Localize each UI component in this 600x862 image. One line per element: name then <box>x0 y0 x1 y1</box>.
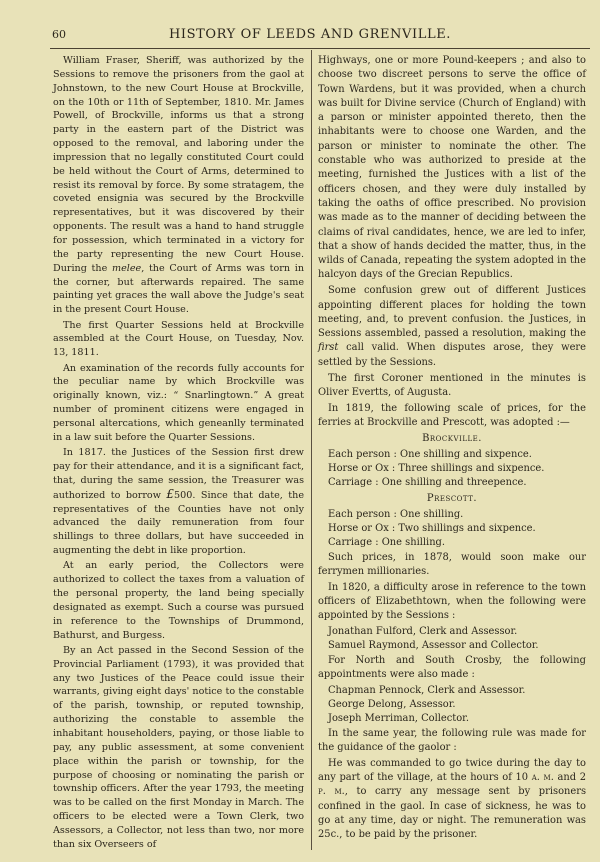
header-rule <box>50 48 590 49</box>
paragraph-snarlingtown: An examination of the records fully accounts for the peculiar name by which Brockville was originally known, viz.: “ Snarlingtown.” A great number of prominent citizens were engaged in personal altercations, which geneanlly terminated in a law suit before the Quarter Sessions. <box>53 362 304 443</box>
left-column <box>53 54 304 853</box>
paragraph-gaolor-duties: He was commanded to go twice during the day to any part of the village, at the hours of 10 a. m. and 2 p. m., to carry any message sent by prisoners confined in the gaol. In case of sickness, he was to go at any time, day or night. The remuneration was 25c., to be paid by the prisoner. <box>318 757 587 841</box>
paragraph-elizabethtown: In 1820, a difficulty arose in reference to the town officers of Elizabethtown, when the following were appointed by the Sessions : <box>318 581 586 622</box>
paragraph-court-of-arms: William Fraser, Sheriff, was authorized by the Sessions to remove the prisoners from the gaol at Johnstown, to the new Court House at Brockville, on the 10th or 11th of September, 1810. Mr. James Powell, of Brockville, informs us that a strong party in the eastern part of the District was opposed to the removal, and laboring under the impression that no legally constituted Court could be held without the Court of Arms, determined to resist its removal by force. By some stratagem, the coveted ensignia was secured by the Brockville representatives, but it was discovered by their opponents. The result was a hand to hand struggle for possession, which terminated in a victory for the party representing the new Court House. During the melee, the Court of Arms was torn in the corner, but afterwards repaired. The same painting yet graces the wall above the Judge's seat in the present Court House. <box>53 55 304 316</box>
list-item: Carriage : One shilling. <box>328 537 446 549</box>
paragraph-collectors: At an early period, the Collectors were authorized to collect the taxes from a valuation of the personal property, the land being specially designated as exempt. Such a course was pursued in reference to the Townships of Drummond, Bathurst, and Burgess. <box>53 560 304 641</box>
list-item: Each person : One shilling. <box>328 508 464 520</box>
paragraph-ferry-prices: In 1819, the following scale of prices, for the ferries at Brockville and Prescott, was adopted :— <box>318 402 586 428</box>
heading-brockville: Brockville. <box>422 433 482 445</box>
list-item: Carriage : One shilling and threepence. <box>328 477 527 489</box>
page-header <box>0 26 600 46</box>
paragraph-first-sessions: The first Quarter Sessions held at Brockville assembled at the Court House, on Tuesday, Nov. 13, 1811. <box>53 319 304 359</box>
paragraph-act-1793: By an Act passed in the Second Session of the Provincial Parliament (1793), it was provided that any two Justices of the Peace could issue their warrants, giving eight days' notice to the constable of the parish, township, or reputed township, authorizing the constable to assemble the inhabitant householders, paying, or those liable to pay, any public assessment, at some convenient place within the parish or township, for the purpose of choosing or nominating the parish or township officers. After the year 1793, the meeting was to be called on the first Monday in March. The officers to be elected were a Town Clerk, two Assessors, a Collector, not less than two, nor more than six Overseers of <box>53 644 304 850</box>
list-item: Each person : One shilling and sixpence. <box>328 448 532 460</box>
list-item: Horse or Ox : Two shillings and sixpence. <box>328 523 536 534</box>
right-column <box>318 54 586 844</box>
heading-prescott: Prescott. <box>426 493 478 505</box>
list-item: Jonathan Fulford, Clerk and Assessor. <box>328 626 518 638</box>
paragraph-town-meeting: Some confusion grew out of different Justices appointing different places for holding the town meeting, and, to prevent confusion. the Justices, in Sessions assembled, passed a resolution, making the first call valid. When disputes arose, they were settled by the Sessions. <box>318 285 586 368</box>
paragraph-justices-pay: In 1817. the Justices of the Session first drew pay for their attendance, and it is a significant fact, that, during the same session, the Treasurer was authorized to borrow £500. Since that date, the representatives of the Counties have not only advanced the daily remuneration from four shillings to three dollars, but have succeeded in augmenting the debt in like proportion. <box>53 447 304 557</box>
running-title: HISTORY OF LEEDS AND GRENVILLE. <box>168 27 452 42</box>
list-item: Joseph Merriman, Collector. <box>328 713 469 725</box>
column-divider <box>311 50 312 850</box>
page-number: 60 <box>52 28 66 41</box>
paragraph-gaolor-rule: In the same year, the following rule was made for the guidance of the gaolor : <box>318 727 586 753</box>
list-item: Horse or Ox : Three shillings and sixpence. <box>328 462 545 474</box>
list-item: Chapman Pennock, Clerk and Assessor. <box>328 684 526 696</box>
paragraph-town-wardens: Highways, one or more Pound-keepers ; and also to choose two discreet persons to serve the office of Town Wardens, but it was provided, when a church was built for Divine service (Church of England) with a parson or minister appointed thereto, then the inhabitants were to choose one Warden, and the parson or minister to nominate the other. The constable who was authorized to preside at the meeting, furnished the Justices with a list of the officers chosen, and they were duly installed by taking the oaths of office prescribed. No provision was made as to the manner of deciding between the claims of rival candidates, hence, we are led to infer, that a show of hands decided the matter, thus, in the wilds of Canada, repeating the system adopted in the halcyon days of the Grecian Republics. <box>318 55 586 281</box>
paragraph-coroner: The first Coroner mentioned in the minutes is Oliver Evertts, of Augusta. <box>318 372 586 398</box>
paragraph-millionaries: Such prices, in 1878, would soon make our ferrymen millionaries. <box>318 551 586 577</box>
list-item: George Delong, Assessor. <box>328 699 456 711</box>
paragraph-crosby: For North and South Crosby, the following appointments were also made : <box>318 654 586 680</box>
list-item: Samuel Raymond, Assessor and Collector. <box>328 640 539 652</box>
